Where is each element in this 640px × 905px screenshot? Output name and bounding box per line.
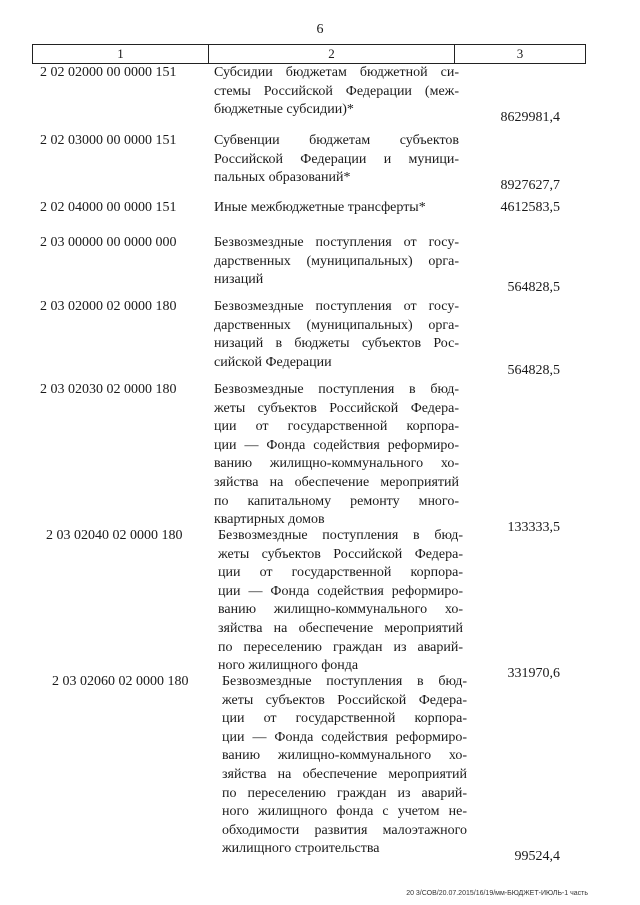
description-line: пальных образований* [214,170,351,186]
description-line: ванию жилищно-коммунального хо- [218,602,463,618]
description-line: ции от государственной корпора- [214,419,459,435]
description-line: низаций в бюджеты субъектов Рос- [214,336,459,352]
description-line: Российской Федерации и муници- [214,151,459,167]
description-line: Безвозмездные поступления в бюд- [214,382,459,397]
amount-value: 8629981,4 [500,110,560,126]
budget-code: 2 03 02040 02 0000 180 [46,528,183,543]
description-line: бюджетные субсидии)* [214,102,354,118]
description-line: ции — Фонда содействия реформиро- [218,583,463,599]
budget-code: 2 02 04000 00 0000 151 [40,200,177,215]
description-line: жеты субъектов Российской Федера- [214,400,459,416]
description-line: Субвенции бюджетам субъектов [214,133,459,148]
description-line: ции от государственной корпора- [218,565,463,581]
revenue-description [214,132,459,188]
description-line: ного жилищного фонда [218,658,359,674]
description-line: ванию жилищно-коммунального хо- [214,456,459,472]
description-line: по переселению граждан из аварий- [218,639,463,655]
description-line: зяйства на обеспечение мероприятий [214,474,459,490]
budget-code: 2 03 02030 02 0000 180 [40,382,177,397]
budget-code: 2 03 02000 02 0000 180 [40,299,177,314]
description-line: зяйства на обеспечение мероприятий [218,620,463,636]
table-header [32,44,586,64]
revenue-description [222,673,467,859]
amount-value: 4612583,5 [500,200,560,215]
description-line: по переселению граждан из аварий- [222,785,467,801]
description-line: обходимости развития малоэтажного [222,822,467,838]
description-line: сийской Федерации [214,354,332,370]
description-line: ции — Фонда содействия реформиро- [222,729,467,745]
description-line: Безвозмездные поступления в бюд- [222,674,467,689]
description-line: Безвозмездные поступления в бюд- [218,528,463,543]
description-line: дарственных (муниципальных) орга- [214,317,459,333]
revenue-description [214,234,459,290]
description-line: дарственных (муниципальных) орга- [214,253,459,269]
budget-code: 2 03 02060 02 0000 180 [52,674,189,689]
amount-value: 564828,5 [507,362,560,378]
description-line: жилищного строительства [222,841,380,857]
description-line: стемы Российской Федерации (меж- [214,83,459,99]
amount-value: 8927627,7 [500,178,560,194]
description-line: жеты субъектов Российской Федера- [222,692,467,708]
description-line: жеты субъектов Российской Федера- [218,546,463,562]
description-line: ванию жилищно-коммунального хо- [222,748,467,764]
column-header-1: 1 [33,45,209,63]
revenue-description [214,381,459,530]
revenue-description [214,64,459,120]
description-line: ного жилищного фонда с учетом не- [222,804,467,820]
description-line: Иные межбюджетные трансферты* [214,200,426,215]
budget-code: 2 03 00000 00 0000 000 [40,235,177,250]
description-line: квартирных домов [214,512,325,528]
description-line: зяйства на обеспечение мероприятий [222,766,467,782]
description-line: ции — Фонда содействия реформиро- [214,437,459,453]
amount-value: 99524,4 [514,849,560,865]
description-line: ции от государственной корпора- [222,711,467,727]
revenue-description [218,527,463,676]
column-header-2: 2 [209,45,455,63]
amount-value: 564828,5 [507,280,560,296]
description-line: низаций [214,272,264,288]
budget-code: 2 02 03000 00 0000 151 [40,133,177,148]
budget-code: 2 02 02000 00 0000 151 [40,65,177,80]
column-header-3: 3 [516,46,524,61]
amount-value: 133333,5 [507,520,560,536]
amount-value: 331970,6 [507,666,560,682]
document-footer: 20 3/СОВ/20.07.2015/16/19/мм-БЮДЖЕТ-ИЮЛЬ-1 часть [406,890,588,897]
description-line: по капитальному ремонту много- [214,493,459,509]
description-line: Безвозмездные поступления от госу- [214,299,459,314]
revenue-description [214,199,459,218]
description-line: Безвозмездные поступления от госу- [214,235,459,250]
description-line: Субсидии бюджетам бюджетной си- [214,65,459,80]
page-number: 6 [316,22,324,37]
revenue-description [214,298,459,372]
